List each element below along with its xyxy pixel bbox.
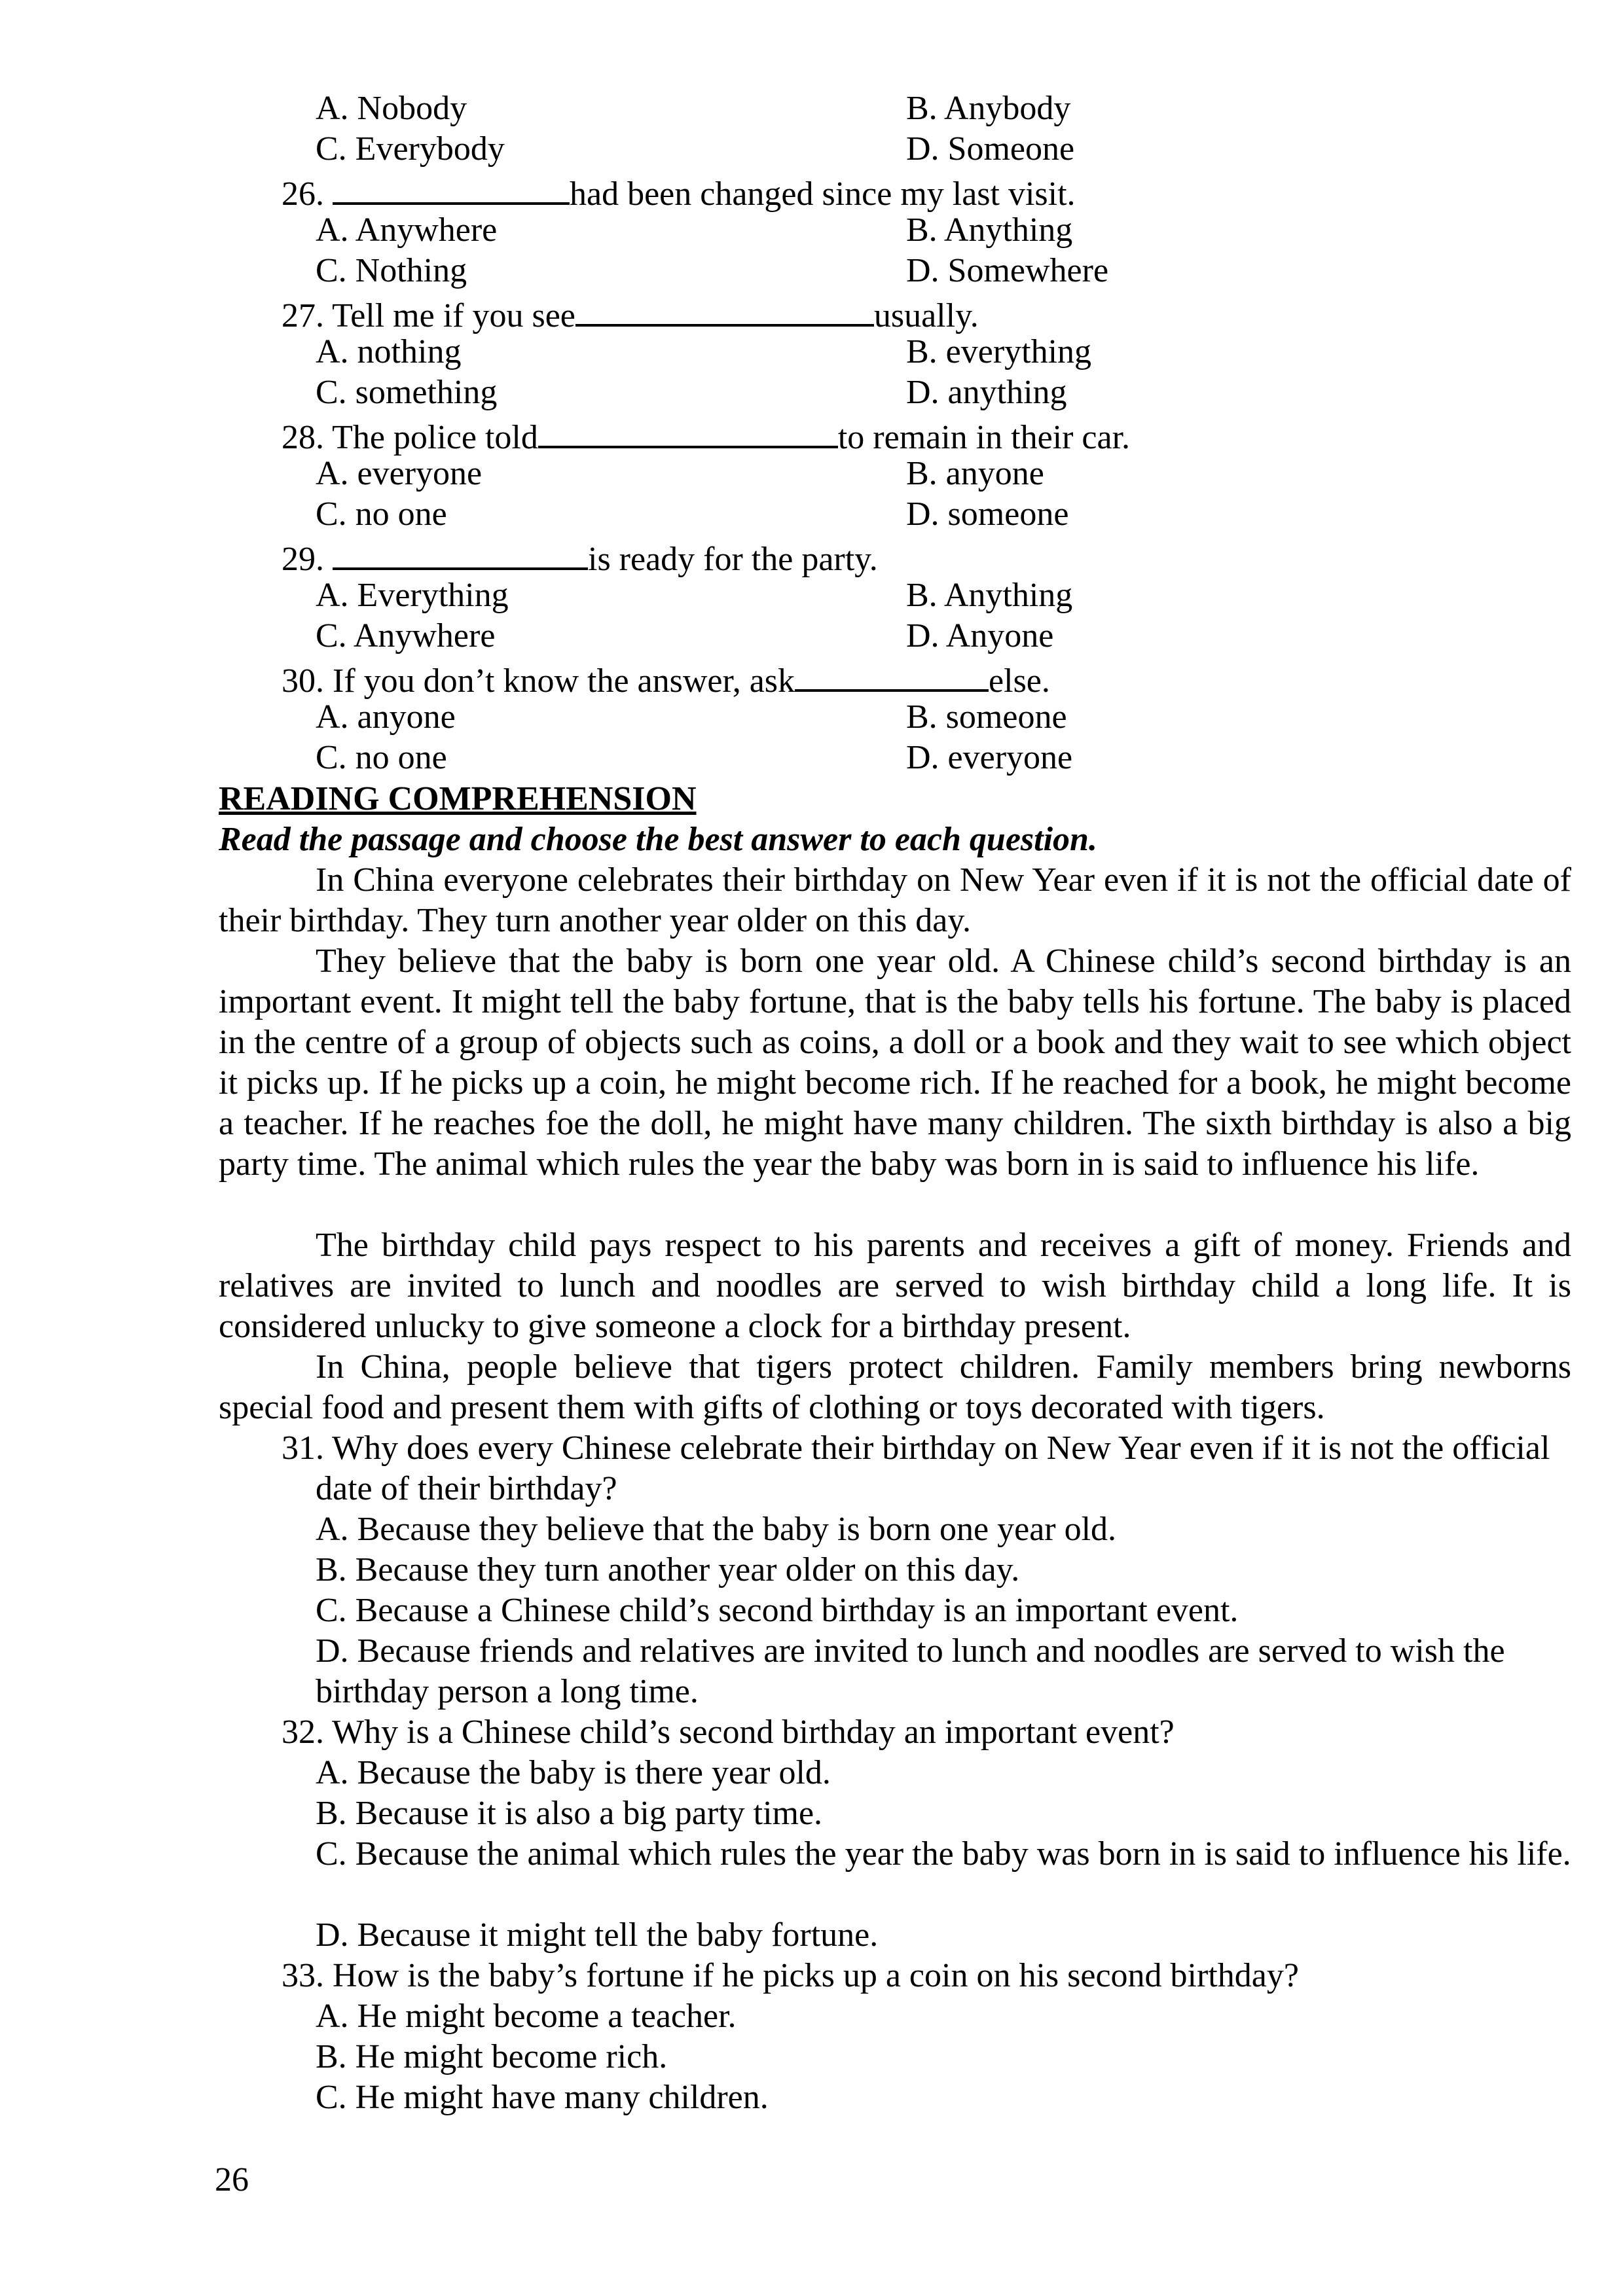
question-text-after: had been changed since my last visit. <box>570 175 1076 213</box>
answer-blank <box>333 170 570 205</box>
q28-option-d: D. someone <box>906 495 1069 533</box>
question-number: 28. <box>282 419 324 456</box>
question-33: 33. How is the baby’s fortune if he picks up a coin on his second birthday? <box>282 1957 1299 1994</box>
q25-options-row-1 <box>0 88 1623 129</box>
question-28-stem <box>282 413 1130 458</box>
passage-paragraph-4: In China, people believe that tigers protect children. Family members bring newborns special food and present them with gifts of clothing or toys decorated with tigers. <box>219 1348 1571 1426</box>
q32-option-c: C. Because the animal which rules the year the baby was born in is said to influence his life. <box>316 1835 1571 1873</box>
q31-option-c: C. Because a Chinese child’s second birthday is an important event. <box>316 1592 1239 1629</box>
section-instruction: Read the passage and choose the best answer to each question. <box>219 821 1097 858</box>
question-26-stem <box>282 170 1076 215</box>
answer-blank <box>333 535 588 570</box>
q30-option-b: B. someone <box>906 698 1067 736</box>
passage-paragraph-2: They believe that the baby is born one year old. A Chinese child’s second birthday is an important event. It might tell the baby fortune, that is the baby tells his fortune. The baby is placed in the centre of a group of objects such as coins, a doll or a book and they wait to see which object it picks up. If he picks up a coin, he might become rich. If he reached for a book, he might become a teacher. If he reaches foe the doll, he might have many children. The sixth birthday is also a big party time. The animal which rules the year the baby was born in is said to influence his life. <box>219 942 1571 1183</box>
q25-option-d: D. Someone <box>906 130 1075 168</box>
q27-option-a: A. nothing <box>316 333 462 370</box>
q26-option-b: B. Anything <box>906 211 1073 249</box>
q27-options-row-2 <box>0 372 1623 413</box>
q28-options-row-2 <box>0 494 1623 535</box>
question-number: 27. <box>282 297 324 334</box>
q25-option-a: A. Nobody <box>316 90 467 127</box>
question-text-after: else. <box>989 662 1050 700</box>
q25-option-c: C. Everybody <box>316 130 505 168</box>
q27-options-row-1 <box>0 332 1623 372</box>
question-text-before: The police told <box>332 419 538 456</box>
q25-options-row-2 <box>0 129 1623 170</box>
question-29 <box>0 535 1623 578</box>
q31-option-b: B. Because they turn another year older on this day. <box>316 1551 1020 1588</box>
q27-option-d: D. anything <box>906 374 1067 411</box>
q30-option-d: D. everyone <box>906 739 1073 776</box>
q28-options-row-1 <box>0 454 1623 494</box>
q31-option-a: A. Because they believe that the baby is born one year old. <box>316 1511 1117 1548</box>
answer-blank <box>538 413 838 448</box>
question-30 <box>0 656 1623 700</box>
question-32: 32. Why is a Chinese child’s second birthday an important event? <box>282 1713 1175 1751</box>
question-number: 26. <box>282 175 324 213</box>
q26-options-row-1 <box>0 210 1623 251</box>
q27-option-c: C. something <box>316 374 498 411</box>
q33-option-a: A. He might become a teacher. <box>316 1998 737 2035</box>
q32-option-d: D. Because it might tell the baby fortune. <box>316 1916 879 1954</box>
question-text-before: Tell me if you see <box>332 297 575 334</box>
question-27-stem <box>282 291 979 336</box>
q27-option-b: B. everything <box>906 333 1092 370</box>
q33-option-b: B. He might become rich. <box>316 2038 668 2075</box>
q25-option-b: B. Anybody <box>906 90 1071 127</box>
q29-options-row-2 <box>0 616 1623 656</box>
question-27 <box>0 291 1623 332</box>
q30-options-row-1 <box>0 697 1623 738</box>
q26-option-d: D. Somewhere <box>906 252 1109 289</box>
question-text-after: usually. <box>873 297 979 334</box>
q32-option-b: B. Because it is also a big party time. <box>316 1795 823 1832</box>
q30-option-a: A. anyone <box>316 698 456 736</box>
answer-blank <box>575 291 874 327</box>
q32-option-a: A. Because the baby is there year old. <box>316 1754 831 1791</box>
question-text-before: If you don’t know the answer, ask <box>333 662 795 700</box>
question-number: 30. <box>282 662 324 700</box>
q26-option-c: C. Nothing <box>316 252 467 289</box>
question-29-stem <box>282 535 878 580</box>
question-31: 31. Why does every Chinese celebrate their birthday on New Year even if it is not the official date of their birthday? <box>282 1429 1550 1507</box>
q33-option-c: C. He might have many children. <box>316 2079 769 2116</box>
passage-paragraph-3: The birthday child pays respect to his parents and receives a gift of money. Friends and relatives are invited to lunch and noodles are served to wish birthday child a long life. It is considered unlucky to give someone a clock for a birthday present. <box>219 1227 1571 1345</box>
passage-paragraph-1: In China everyone celebrates their birthday on New Year even if it is not the official date of their birthday. They turn another year older on this day. <box>219 861 1571 939</box>
question-text-after: to remain in their car. <box>837 419 1131 456</box>
answer-blank <box>795 656 989 692</box>
question-30-stem <box>282 656 1050 702</box>
question-text-after: is ready for the party. <box>588 541 878 578</box>
question-number: 29. <box>282 541 324 578</box>
question-28 <box>0 413 1623 454</box>
page-number: 26 <box>215 2161 249 2198</box>
q29-option-c: C. Anywhere <box>316 617 496 655</box>
q28-option-b: B. anyone <box>906 455 1044 492</box>
q28-option-c: C. no one <box>316 495 447 533</box>
q29-option-d: D. Anyone <box>906 617 1054 655</box>
question-26 <box>0 170 1623 213</box>
section-heading: READING COMPREHENSION <box>219 780 697 817</box>
q29-options-row-1 <box>0 575 1623 616</box>
q29-option-a: A. Everything <box>316 577 509 614</box>
q29-option-b: B. Anything <box>906 577 1073 614</box>
q26-option-a: A. Anywhere <box>316 211 498 249</box>
q26-options-row-2 <box>0 251 1623 291</box>
q28-option-a: A. everyone <box>316 455 483 492</box>
q30-option-c: C. no one <box>316 739 447 776</box>
q31-option-d: D. Because friends and relatives are invited to lunch and noodles are served to wish the birthday person a long time. <box>316 1632 1505 1710</box>
q30-options-row-2 <box>0 738 1623 778</box>
